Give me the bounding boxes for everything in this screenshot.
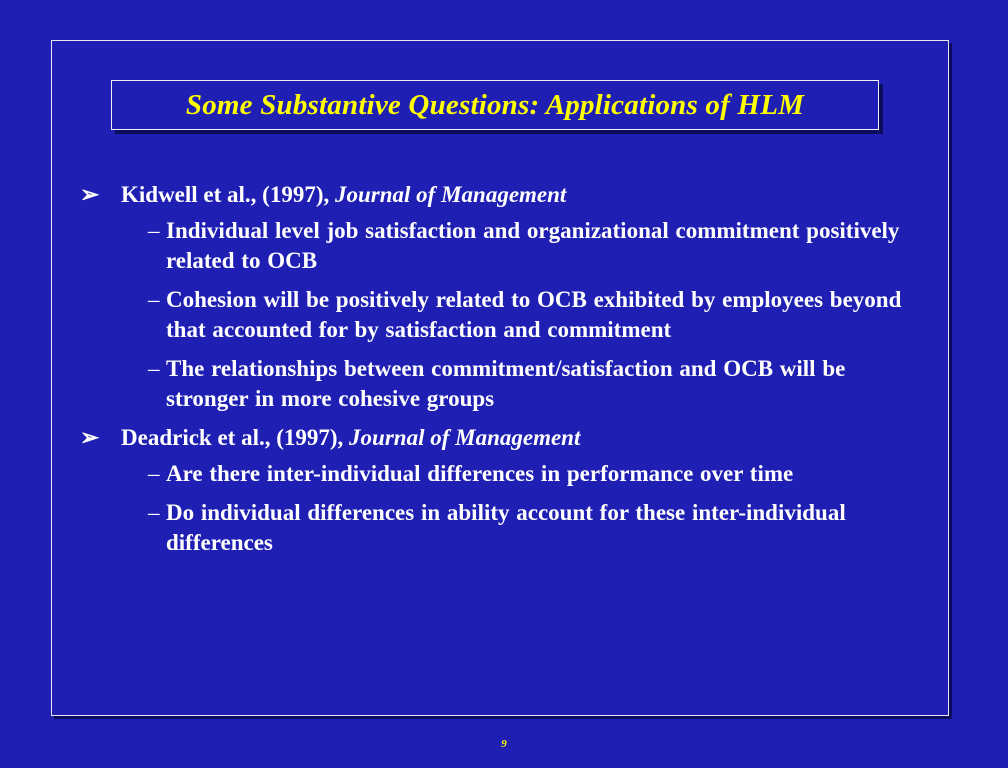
dash-marker: – (148, 461, 160, 486)
sub-item (80, 459, 910, 489)
sub-item (80, 285, 910, 345)
dash-marker: – (148, 500, 160, 525)
bullet-journal: Journal of Management (349, 425, 581, 450)
sub-item (80, 354, 910, 414)
bullet-kidwell (80, 180, 910, 210)
page-number: 9 (501, 738, 507, 750)
sub-item-text: Individual level job satisfaction and organizational commitment positively related to OCB (166, 218, 900, 273)
bullet-deadrick (80, 423, 910, 453)
sub-item (80, 216, 910, 276)
dash-marker: – (148, 287, 160, 312)
bullet-citation: Kidwell et al., (1997), (121, 182, 330, 207)
bullet-citation: Deadrick et al., (1997), (121, 425, 344, 450)
slide-content (80, 180, 910, 567)
slide-title: Some Substantive Questions: Applications of HLM (185, 88, 805, 121)
arrow-bullet-icon: ➢ (80, 182, 100, 207)
dash-marker: – (148, 218, 160, 243)
sub-item (80, 498, 910, 558)
sub-item-text: Do individual differences in ability account for these inter-individual differences (166, 500, 846, 555)
title-box (111, 80, 879, 130)
sub-item-text: Cohesion will be positively related to OCB exhibited by employees beyond that accounted for by satisfaction and commitment (166, 287, 902, 342)
dash-marker: – (148, 356, 160, 381)
sub-item-text: Are there inter-individual differences in performance over time (166, 461, 794, 486)
arrow-bullet-icon: ➢ (80, 425, 100, 450)
bullet-journal: Journal of Management (335, 182, 567, 207)
sub-item-text: The relationships between commitment/satisfaction and OCB will be stronger in more cohesive groups (166, 356, 846, 411)
